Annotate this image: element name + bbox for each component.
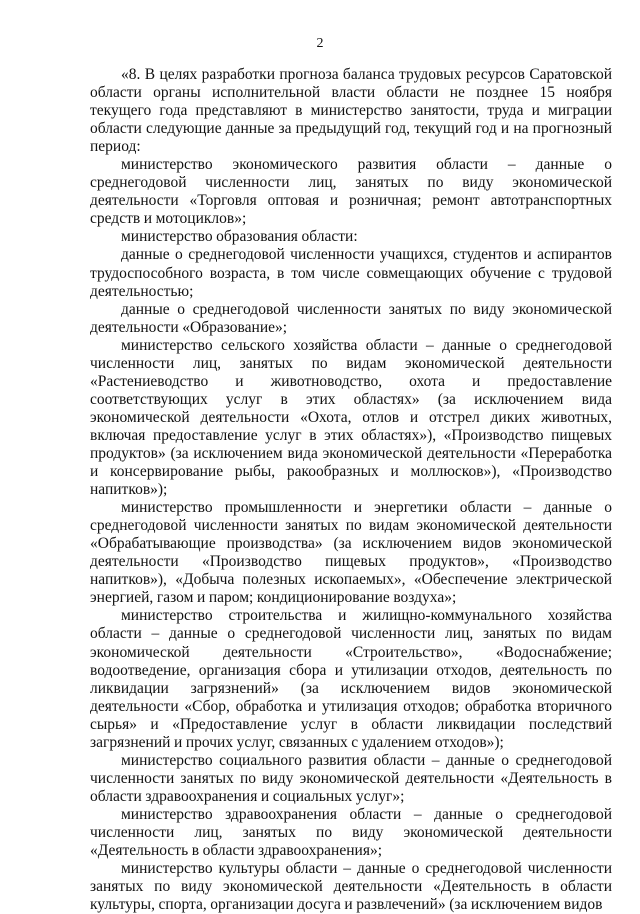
paragraph-agriculture: министерство сельского хозяйства области – данные о среднегодовой численности лиц, занятых по видам экономической деятельности «Растениеводство и животноводство, охота и предоставление соответствующих услуг в этих областях» (за исключением вида экономической деятельности «Охота, отлов и отстрел диких животных, включая предоставление услуг в этих областях»), «Производство пищевых продуктов» (за исключением вида экономической деятельности «Переработка и консервирование рыбы, ракообразных и моллюсков»), «Производство напитков»); — [90, 336, 612, 499]
paragraph-education-ministry: министерство образования области: — [121, 228, 358, 246]
paragraph-social-development: министерство социального развития области – данные о среднегодовой численности занятых по виду экономической деятельности «Деятельность в области здравоохранения и социальных услуг»; — [90, 751, 612, 805]
document-body — [90, 66, 612, 914]
paragraph-healthcare: министерство здравоохранения области – данные о среднегодовой численности лиц, занятых по виду экономической деятельности «Деятельность в области здравоохранения»; — [90, 805, 612, 860]
paragraph-education-employed: данные о среднегодовой численности занятых по виду экономической деятельности «Образование»; — [90, 300, 612, 336]
paragraph-culture: министерство культуры области – данные о среднегодовой численности занятых по виду экономической деятельности «Деятельность в области культуры, спорта, организации досуга и развлечений» (за исключением видов — [90, 860, 612, 914]
paragraph-construction: министерство строительства и жилищно-коммунального хозяйства области – данные о среднегодовой численности лиц, занятых по видам экономической деятельности «Строительство», «Водоснабжение; водоотведение, организация сбора и утилизации отходов, деятельность по ликвидации загрязнений» (за исключением видов экономической деятельности «Сбор, обработка и утилизация отходов; обработка вторичного сырья» и «Предоставление услуг в области ликвидации последствий загрязнений и прочих услуг, связанных с удалением отходов»); — [90, 607, 612, 751]
paragraph-education-students: данные о среднегодовой численности учащихся, студентов и аспирантов трудоспособного возраста, в том числе совмещающих обучение с трудовой деятельностью; — [90, 246, 612, 300]
paragraph-intro: «8. В целях разработки прогноза баланса трудовых ресурсов Саратовской области органы исполнительной власти области не позднее 15 ноября текущего года представляют в министерство занятости, труда и миграции области следующие данные за предыдущий год, текущий год и на прогнозный период: — [90, 66, 612, 156]
paragraph-economic-development: министерство экономического развития области – данные о среднегодовой численности лиц, занятых по виду экономической деятельности «Торговля оптовая и розничная; ремонт автотранспортных средств и мотоциклов»; — [90, 156, 612, 228]
paragraph-industry-energy: министерство промышленности и энергетики области – данные о среднегодовой численности занятых по видам экономической деятельности «Обрабатывающие производства» (за исключением видов экономической деятельности «Производство пищевых продуктов», «Производство напитков»), «Добыча полезных ископаемых», «Обеспечение электрической энергией, газом и паром; кондиционирование воздуха»; — [90, 499, 612, 607]
page-number: 2 — [316, 36, 324, 51]
